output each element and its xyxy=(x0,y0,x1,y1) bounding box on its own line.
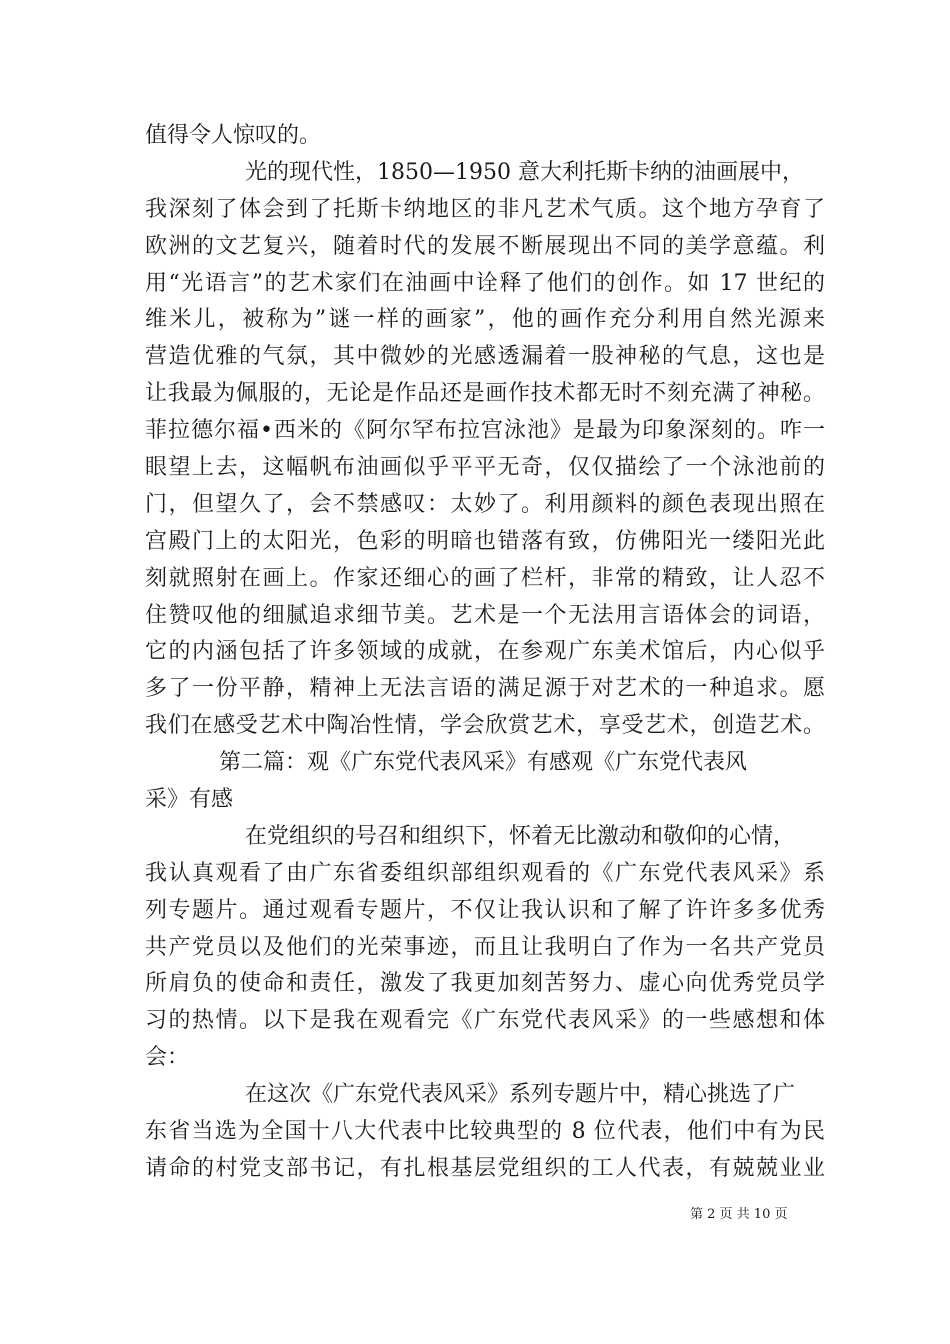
text-line: 刻就照射在画上。作家还细心的画了栏杆，非常的精致，让人忍不 xyxy=(145,565,825,591)
paragraph-start: 在党组织的号召和组织下，怀着无比激动和敬仰的心情， xyxy=(245,823,796,849)
page-number: 第 2 页 共 10 页 xyxy=(690,1207,788,1222)
text-line: 共产党员以及他们的光荣事迹，而且让我明白了作为一名共产党员 xyxy=(145,934,825,960)
text-line: 列专题片。通过观看专题片，不仅让我认识和了解了许许多多优秀 xyxy=(145,897,825,923)
text-line: 所肩负的使命和责任，激发了我更加刻苦努力、虚心向优秀党员学 xyxy=(145,971,825,997)
section-heading-continued: 采》有感 xyxy=(145,787,234,813)
body-text xyxy=(145,118,825,1188)
text-line: 值得令人惊叹的。 xyxy=(145,123,322,148)
text-line: 多了一份平静，精神上无法言语的满足源于对艺术的一种追求。愿 xyxy=(145,676,825,702)
text-line: 住赞叹他的细腻追求细节美。艺术是一个无法用言语体会的词语， xyxy=(145,602,825,628)
text-line: 会： xyxy=(145,1045,190,1071)
text-line: 让我最为佩服的，无论是作品还是画作技术都无时不刻充满了神秘。 xyxy=(145,381,825,407)
text-line: 它的内涵包括了许多领域的成就，在参观广东美术馆后，内心似乎 xyxy=(145,639,825,665)
text-line: 眼望上去，这幅帆布油画似乎平平无奇，仅仅描绘了一个泳池前的 xyxy=(145,455,825,481)
section-heading: 第二篇：观《广东党代表风采》有感观《广东党代表风 xyxy=(219,750,748,776)
text-line: 我们在感受艺术中陶冶性情，学会欣赏艺术，享受艺术，创造艺术。 xyxy=(145,713,825,739)
text-line: 欧洲的文艺复兴，随着时代的发展不断展现出不同的美学意蕴。利 xyxy=(145,233,825,259)
text-line: 我深刻了体会到了托斯卡纳地区的非凡艺术气质。这个地方孕育了 xyxy=(145,196,825,222)
text-line: 我认真观看了由广东省委组织部组织观看的《广东党代表风采》系 xyxy=(145,860,825,886)
text-line: 习的热情。以下是我在观看完《广东党代表风采》的一些感想和体 xyxy=(145,1008,825,1034)
text-line: 营造优雅的气氛，其中微妙的光感透漏着一股神秘的气息，这也是 xyxy=(145,344,825,370)
text-line: 菲拉德尔福•西米的《阿尔罕布拉宫泳池》是最为印象深刻的。咋一 xyxy=(145,418,825,444)
paragraph-start: 光的现代性，1850—1950 意大利托斯卡纳的油画展中， xyxy=(245,159,804,185)
text-line: 维米儿，被称为”谜一样的画家”，他的画作充分利用自然光源来 xyxy=(145,307,825,333)
text-line: 用“光语言”的艺术家们在油画中诠释了他们的创作。如 17 世纪的 xyxy=(145,270,825,296)
text-line: 请命的村党支部书记，有扎根基层党组织的工人代表，有兢兢业业 xyxy=(145,1155,825,1181)
paragraph-start: 在这次《广东党代表风采》系列专题片中，精心挑选了广 xyxy=(245,1082,796,1108)
text-line: 宫殿门上的太阳光，色彩的明暗也错落有致，仿佛阳光一缕阳光此 xyxy=(145,528,825,554)
text-line: 门，但望久了，会不禁感叹：太妙了。利用颜料的颜色表现出照在 xyxy=(145,491,825,517)
text-line: 东省当选为全国十八大代表中比较典型的 8 位代表，他们中有为民 xyxy=(145,1119,825,1145)
